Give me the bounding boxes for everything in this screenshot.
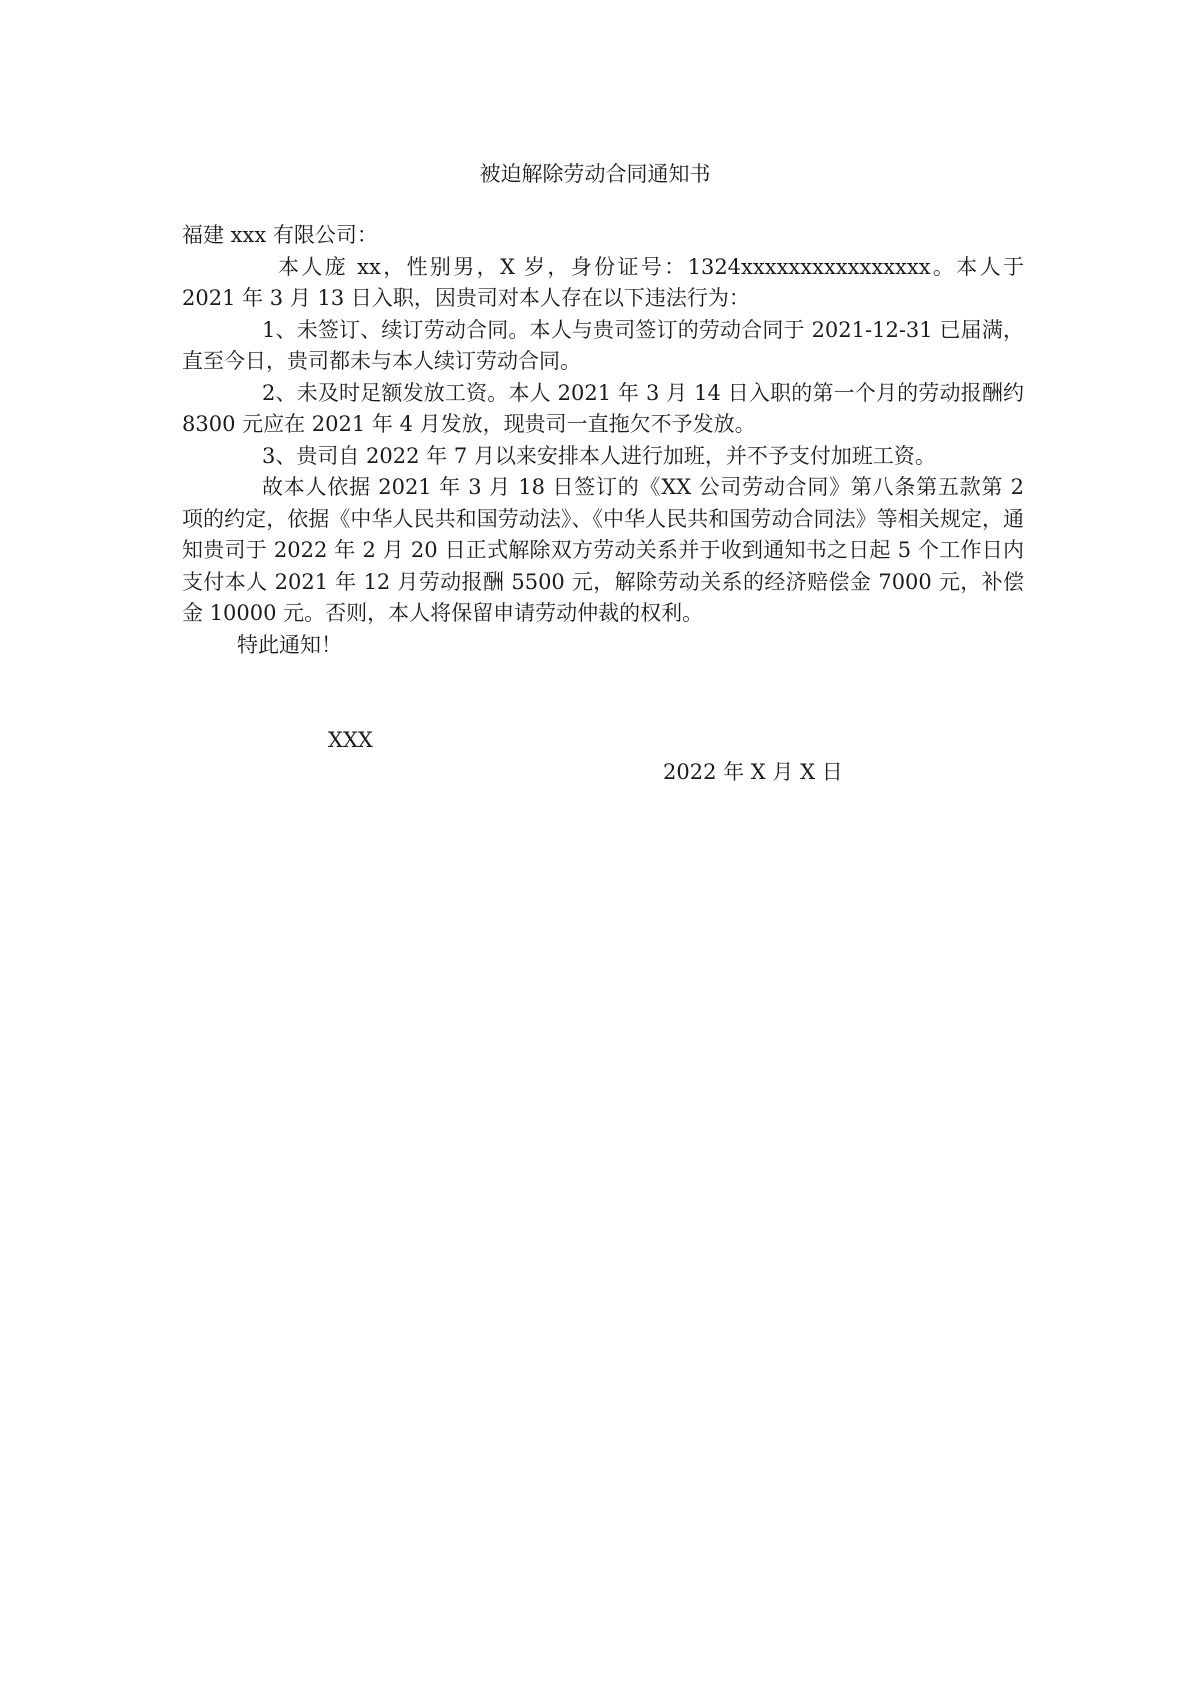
violation-item-2: 2、未及时足额发放工资。本人 2021 年 3 月 14 日入职的第一个月的劳动报酬约 8300 元应在 2021 年 4 月发放，现贵司一直拖欠不予发放。 [182,380,1024,436]
violation-item-3: 3、贵司自 2022 年 7 月以来安排本人进行加班，并不予支付加班工资。 [262,443,936,468]
document-title: 被迫解除劳动合同通知书 [479,162,711,186]
signature-name: XXX [328,728,373,752]
conclusion-paragraph: 故本人依据 2021 年 3 月 18 日签订的《XX 公司劳动合同》第八条第五款第 2 项的约定，依据《中华人民共和国劳动法》、《中华人民共和国劳动合同法》等相关规定，通知贵司于 2022 年 2 月 20 日正式解除双方劳动关系并于收到通知书之日起 5 个工作日内支付本人 2021 年 12 月劳动报酬 5500 元，解除劳动关系的经济赔偿金 7000 元，补偿金 10000 元。否则，本人将保留申请劳动仲裁的权利。 [182,475,1024,625]
intro-paragraph: 本人庞 xx，性别男，X 岁，身份证号：1324xxxxxxxxxxxxxxxx。本人于 2021 年 3 月 13 日入职，因贵司对本人存在以下违法行为： [182,254,1024,310]
document-body [182,220,1024,661]
salutation: 福建 xxx 有限公司： [182,223,378,247]
closing-line: 特此通知！ [237,632,342,657]
violation-item-1: 1、未签订、续订劳动合同。本人与贵司签订的劳动合同于 2021-12-31 已届满，直至今日，贵司都未与本人续订劳动合同。 [182,317,1024,373]
signature-date: 2022 年 X 月 X 日 [663,760,843,784]
